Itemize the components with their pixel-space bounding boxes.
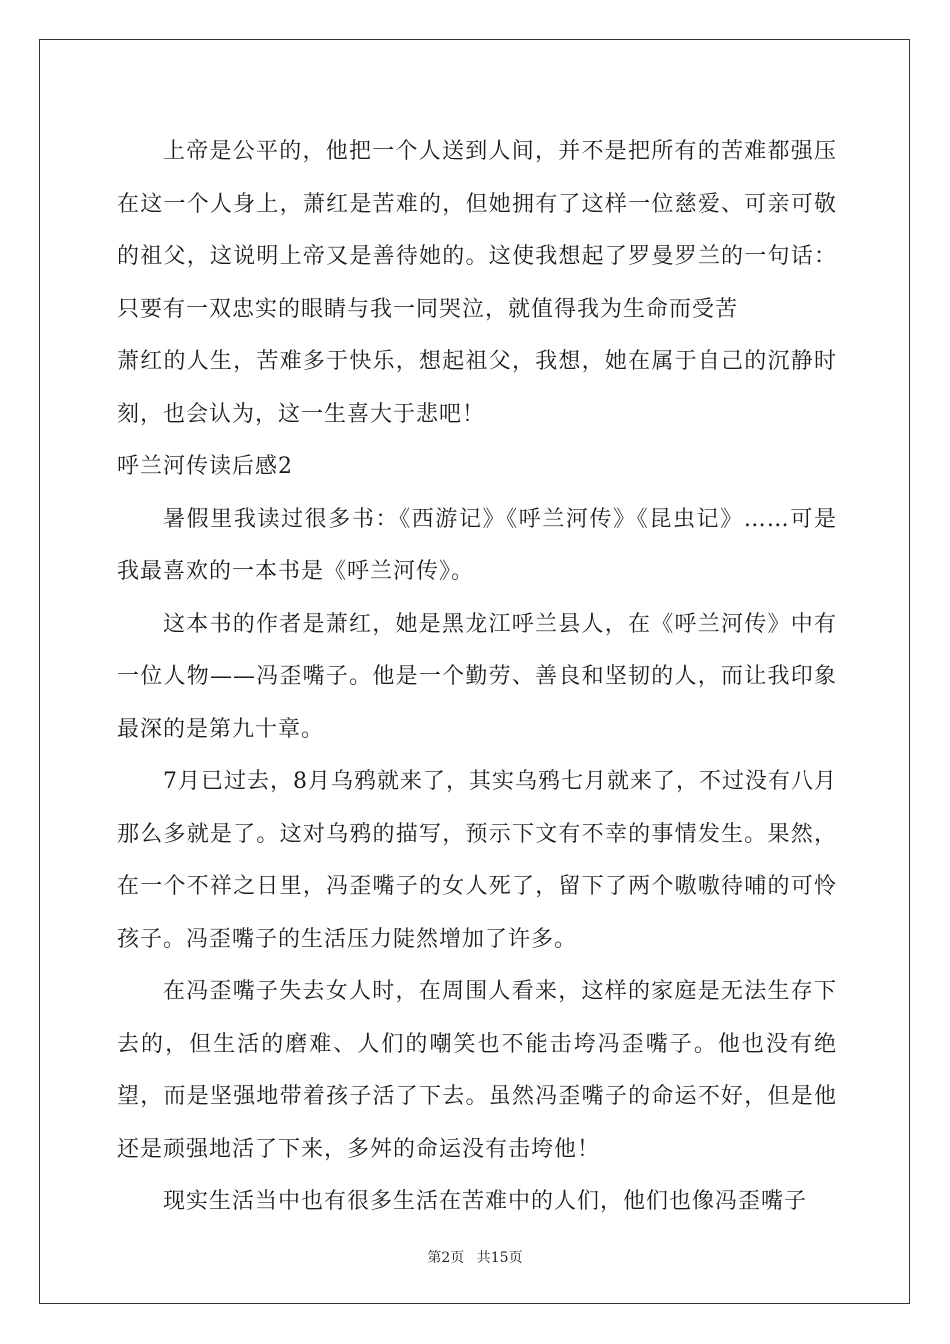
- section-heading: 呼兰河传读后感2: [117, 454, 293, 479]
- page-footer: [0, 1247, 950, 1267]
- page-number: 第2页: [427, 1250, 465, 1266]
- paragraph-grandfather: 上帝是公平的，他把一个人送到人间，并不是把所有的苦难都强压在这一个人身上，萧红是苦难的，但她拥有了这样一位慈爱、可亲可敬的祖父，这说明上帝又是善待她的。这使我想起了罗曼罗兰的一句话：只要有一双忠实的眼睛与我一同哭泣，就值得我为生命而受苦: [117, 139, 837, 322]
- page-total: 共15页: [476, 1250, 523, 1266]
- paragraph-reality: 现实生活当中也有很多生活在苦难中的人们，他们也像冯歪嘴子: [163, 1189, 808, 1214]
- paragraph-summer-reading: 暑假里我读过很多书：《西游记》《呼兰河传》《昆虫记》……可是我最喜欢的一本书是《呼兰河传》。: [117, 506, 837, 584]
- paragraph-resilience: 在冯歪嘴子失去女人时，在周围人看来，这样的家庭是无法生存下去的，但生活的磨难、人们的嘲笑也不能击垮冯歪嘴子。他也没有绝望，而是坚强地带着孩子活了下去。虽然冯歪嘴子的命运不好，但是他还是顽强地活了下来，多舛的命运没有击垮他！: [117, 979, 837, 1162]
- document-body: [117, 126, 837, 1229]
- paragraph-author: 这本书的作者是萧红，她是黑龙江呼兰县人，在《呼兰河传》中有一位人物——冯歪嘴子。他是一个勤劳、善良和坚韧的人，而让我印象最深的是第九十章。: [117, 611, 837, 742]
- paragraph-life-reflection: 萧红的人生，苦难多于快乐，想起祖父，我想，她在属于自己的沉静时刻，也会认为，这一生喜大于悲吧！: [117, 349, 837, 427]
- paragraph-crows: 7月已过去，8月乌鸦就来了，其实乌鸦七月就来了，不过没有八月那么多就是了。这对乌鸦的描写，预示下文有不幸的事情发生。果然，在一个不祥之日里，冯歪嘴子的女人死了，留下了两个嗷嗷待哺的可怜孩子。冯歪嘴子的生活压力陡然增加了许多。: [117, 769, 837, 952]
